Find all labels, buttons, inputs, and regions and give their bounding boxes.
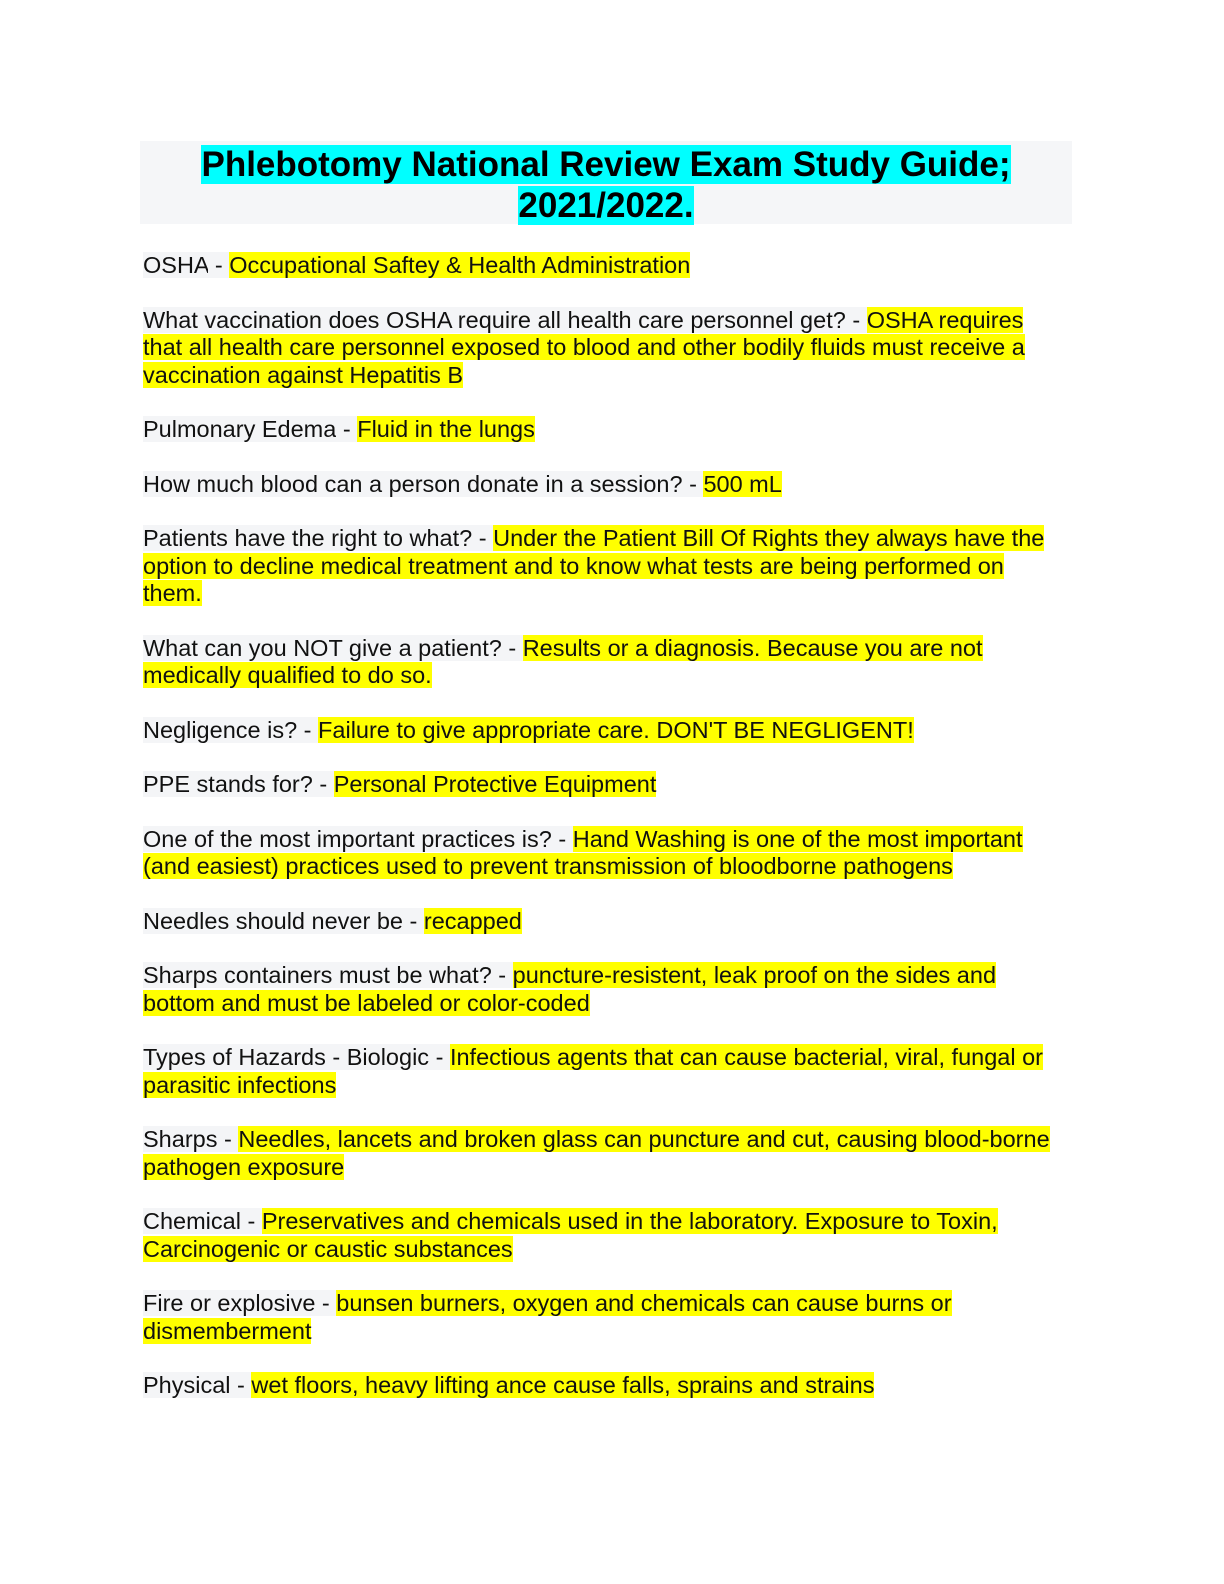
entry-term: Fire or explosive	[143, 1290, 316, 1316]
entry-definition: Fluid in the lungs	[357, 416, 535, 442]
entry-definition: Under the Patient Bill Of Rights they always have the option to decline medical treatment and to know what tests are being performed on them.	[143, 525, 1045, 606]
flashcard-entry: OSHA - Occupational Saftey & Health Administration	[143, 252, 691, 278]
flashcard-entry: Sharps containers must be what? - puncture-resistent, leak proof on the sides and bottom and must be labeled or color-coded	[143, 962, 997, 1016]
entry-definition: wet floors, heavy lifting ance cause falls, sprains and strains	[251, 1372, 875, 1398]
entry-definition: 500 mL	[703, 470, 782, 497]
entry-term: Patients have the right to what?	[143, 525, 473, 551]
flashcard-entry: Pulmonary Edema - Fluid in the lungs	[143, 416, 535, 442]
entry-term: What vaccination does OSHA require all health care personnel get?	[143, 306, 846, 333]
flashcard-entry: Sharps - Needles, lancets and broken glass can puncture and cut, causing blood-borne pathogen exposure	[143, 1126, 1050, 1180]
entry-term: Sharps	[143, 1126, 218, 1152]
entry-definition: Hand Washing is one of the most important (and easiest) practices used to prevent transmission of bloodborne pathogens	[143, 825, 1023, 879]
flashcard-entry: Patients have the right to what? - Under the Patient Bill Of Rights they always have the option to decline medical treatment and to know what tests are being performed on them.	[143, 525, 1045, 606]
entry-term: One of the most important practices is?	[143, 825, 552, 852]
document-title: Phlebotomy National Review Exam Study Guide; 2021/2022.	[201, 145, 1011, 225]
flashcard-entry: How much blood can a person donate in a session? - 500 mL	[143, 470, 782, 497]
entry-term: How much blood can a person donate in a session?	[143, 470, 683, 497]
entry-definition: Personal Protective Equipment	[333, 771, 657, 797]
entry-term: Needles should never be	[143, 907, 403, 934]
flashcard-entry: PPE stands for? - Personal Protective Equipment	[143, 771, 657, 797]
flashcard-entry: Negligence is? - Failure to give appropriate care. DON'T BE NEGLIGENT!	[143, 716, 914, 743]
entry-term: What can you NOT give a patient?	[143, 634, 502, 661]
entry-definition: bunsen burners, oxygen and chemicals can cause burns or dismemberment	[143, 1290, 952, 1344]
flashcard-entry: What vaccination does OSHA require all health care personnel get? - OSHA requires that all health care personnel exposed to blood and other bodily fluids must receive a vaccination against Hepatitis B	[143, 306, 1025, 388]
flashcard-entry: One of the most important practices is? - Hand Washing is one of the most important (and easiest) practices used to prevent transmission of bloodborne pathogens	[143, 825, 1023, 879]
entry-definition: Preservatives and chemicals used in the laboratory. Exposure to Toxin, Carcinogenic or caustic substances	[143, 1208, 998, 1262]
entry-definition: puncture-resistent, leak proof on the sides and bottom and must be labeled or color-coded	[143, 962, 997, 1016]
flashcard-entry: Physical - wet floors, heavy lifting ance cause falls, sprains and strains	[143, 1372, 875, 1398]
flashcard-entry: Fire or explosive - bunsen burners, oxygen and chemicals can cause burns or dismemberment	[143, 1290, 952, 1344]
entry-term: PPE stands for?	[143, 771, 313, 797]
entry-term: Sharps containers must be what?	[143, 962, 492, 988]
entry-term: Pulmonary Edema	[143, 416, 337, 442]
entry-definition: Results or a diagnosis. Because you are not medically qualified to do so.	[143, 634, 983, 688]
entry-definition: Occupational Saftey & Health Administration	[229, 252, 691, 278]
entry-definition: Needles, lancets and broken glass can puncture and cut, causing blood-borne pathogen exposure	[143, 1126, 1050, 1180]
flashcard-entry: Needles should never be - recapped	[143, 907, 522, 934]
flashcard-entry: Chemical - Preservatives and chemicals used in the laboratory. Exposure to Toxin, Carcinogenic or caustic substances	[143, 1208, 998, 1262]
flashcard-entry: Types of Hazards - Biologic - Infectious agents that can cause bacterial, viral, fungal or parasitic infections	[143, 1044, 1044, 1098]
entry-term: Types of Hazards - Biologic	[143, 1044, 430, 1070]
entry-definition: OSHA requires that all health care personnel exposed to blood and other bodily fluids must receive a vaccination against Hepatitis B	[143, 306, 1025, 388]
flashcard-list	[143, 252, 1068, 1427]
flashcard-entry: What can you NOT give a patient? - Results or a diagnosis. Because you are not medically qualified to do so.	[143, 634, 983, 688]
entry-term: OSHA	[143, 252, 209, 278]
entry-term: Chemical	[143, 1208, 241, 1234]
entry-definition: Infectious agents that can cause bacterial, viral, fungal or parasitic infections	[143, 1044, 1044, 1098]
entry-definition: Failure to give appropriate care. DON'T BE NEGLIGENT!	[318, 716, 914, 743]
entry-definition: recapped	[423, 907, 522, 934]
document-title-block	[140, 141, 1072, 224]
entry-term: Negligence is?	[143, 716, 298, 743]
entry-term: Physical	[143, 1372, 231, 1398]
